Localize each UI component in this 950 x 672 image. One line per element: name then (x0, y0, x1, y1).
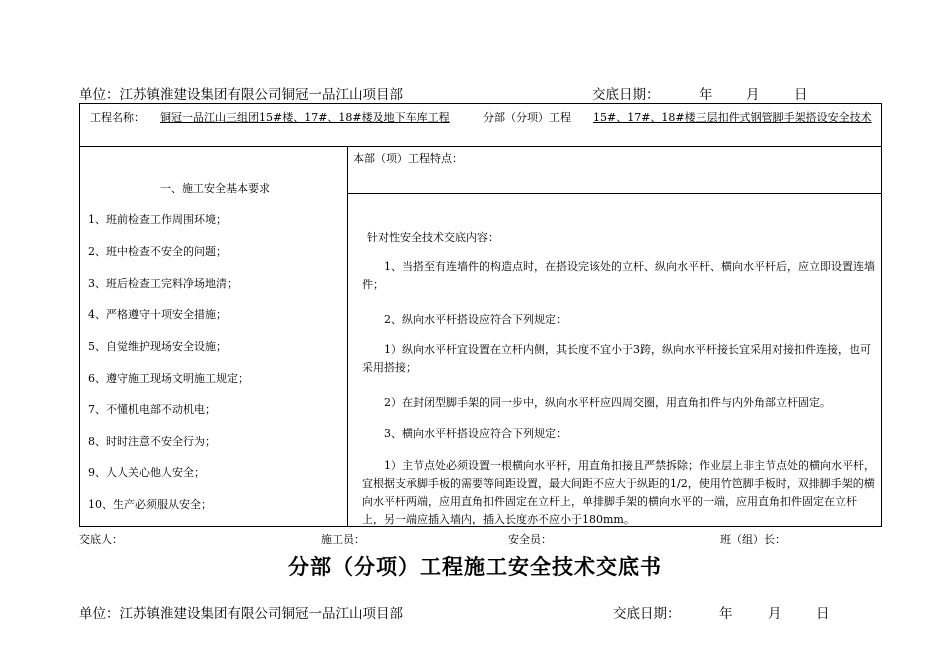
requirement-item: 3、班后检查工完料净场地清； (88, 277, 238, 290)
requirement-item: 10、生产必须服从安全； (88, 498, 212, 511)
month-label: 月 (746, 87, 760, 103)
requirement-item: 5、自觉维护现场安全设施； (88, 340, 227, 353)
content-label: 针对性安全技术交底内容： (367, 231, 499, 244)
requirement-item: 6、遵守施工现场文明施工规定； (88, 372, 249, 385)
requirement-item: 4、严格遵守十项安全措施； (88, 308, 227, 321)
project-name-label: 工程名称： (90, 111, 145, 124)
handover-person-label: 交底人： (79, 533, 123, 546)
row-divider (79, 146, 882, 147)
unit-label: 单位：江苏镇淮建设集团有限公司铜冠一品江山项目部 (79, 606, 403, 622)
handover-date-label: 交底日期： (613, 606, 681, 622)
subproject-name: 15#、17#、18#楼三层扣件式钢管脚手架搭设安全技术 (593, 111, 872, 124)
row-divider (347, 193, 882, 194)
month-label: 月 (768, 606, 782, 622)
day-label: 日 (794, 87, 808, 103)
content-paragraph: 2）在封闭型脚手架的同一步中，纵向水平杆应四周交圈，用直角扣件与内外角部立杆固定。 (384, 396, 831, 409)
requirement-item: 8、时时注意不安全行为； (88, 435, 216, 448)
safety-officer-label: 安全员： (508, 533, 552, 546)
document-title: 分部（分项）工程施工安全技术交底书 (288, 554, 662, 579)
requirement-item: 7、不懂机电部不动机电； (88, 403, 216, 416)
requirement-item: 1、班前检查工作周围环境； (88, 213, 227, 226)
content-paragraph: 2、纵向水平杆搭设应符合下列规定： (384, 313, 567, 326)
content-paragraph: 1）纵向水平杆宜设置在立杆内侧，其长度不宜小于3跨，纵向水平杆接长宜采用对接扣件连接，也可采用搭接； (362, 343, 871, 374)
team-leader-label: 班（组）长： (720, 533, 786, 546)
requirements-title: 一、施工安全基本要求 (160, 182, 270, 195)
constructor-label: 施工员： (321, 533, 365, 546)
content-paragraph: 1、当搭至有连墙件的构造点时，在搭设完该处的立杆、纵向水平杆、横向水平杆后，应立即设置连墙件； (362, 260, 875, 291)
project-name: 铜冠一品江山三组团15#楼、17#、18#楼及地下车库工程 (160, 111, 450, 124)
unit-label: 单位：江苏镇淮建设集团有限公司铜冠一品江山项目部 (79, 87, 403, 103)
year-label: 年 (719, 606, 733, 622)
features-label: 本部（项）工程特点： (353, 152, 463, 165)
handover-date-label: 交底日期： (592, 87, 660, 103)
day-label: 日 (816, 606, 830, 622)
subproject-label: 分部（分项）工程 (483, 111, 571, 124)
year-label: 年 (699, 87, 713, 103)
requirement-item: 9、人人关心他人安全； (88, 466, 205, 479)
requirement-item: 2、班中检查不安全的问题； (88, 245, 227, 258)
safety-content-cell (350, 195, 880, 525)
content-paragraph: 1）主节点处必须设置一根横向水平杆，用直角扣接且严禁拆除；作业层上非主节点处的横向水平杆，宜根据支承脚手板的需要等间距设置，最大间距不应大于纵距的1/2，使用竹笆脚手板时，双排脚手架的横向水平杆两端，应用直角扣件固定在立杆上，单排脚手架的横向水平的一端，应用直角扣件固定在立杆上，另一端应插入墙内，插入长度亦不应小于180mm。 (362, 459, 875, 525)
column-divider (347, 146, 348, 527)
content-paragraph: 3、横向水平杆搭设应符合下列规定： (384, 427, 567, 440)
